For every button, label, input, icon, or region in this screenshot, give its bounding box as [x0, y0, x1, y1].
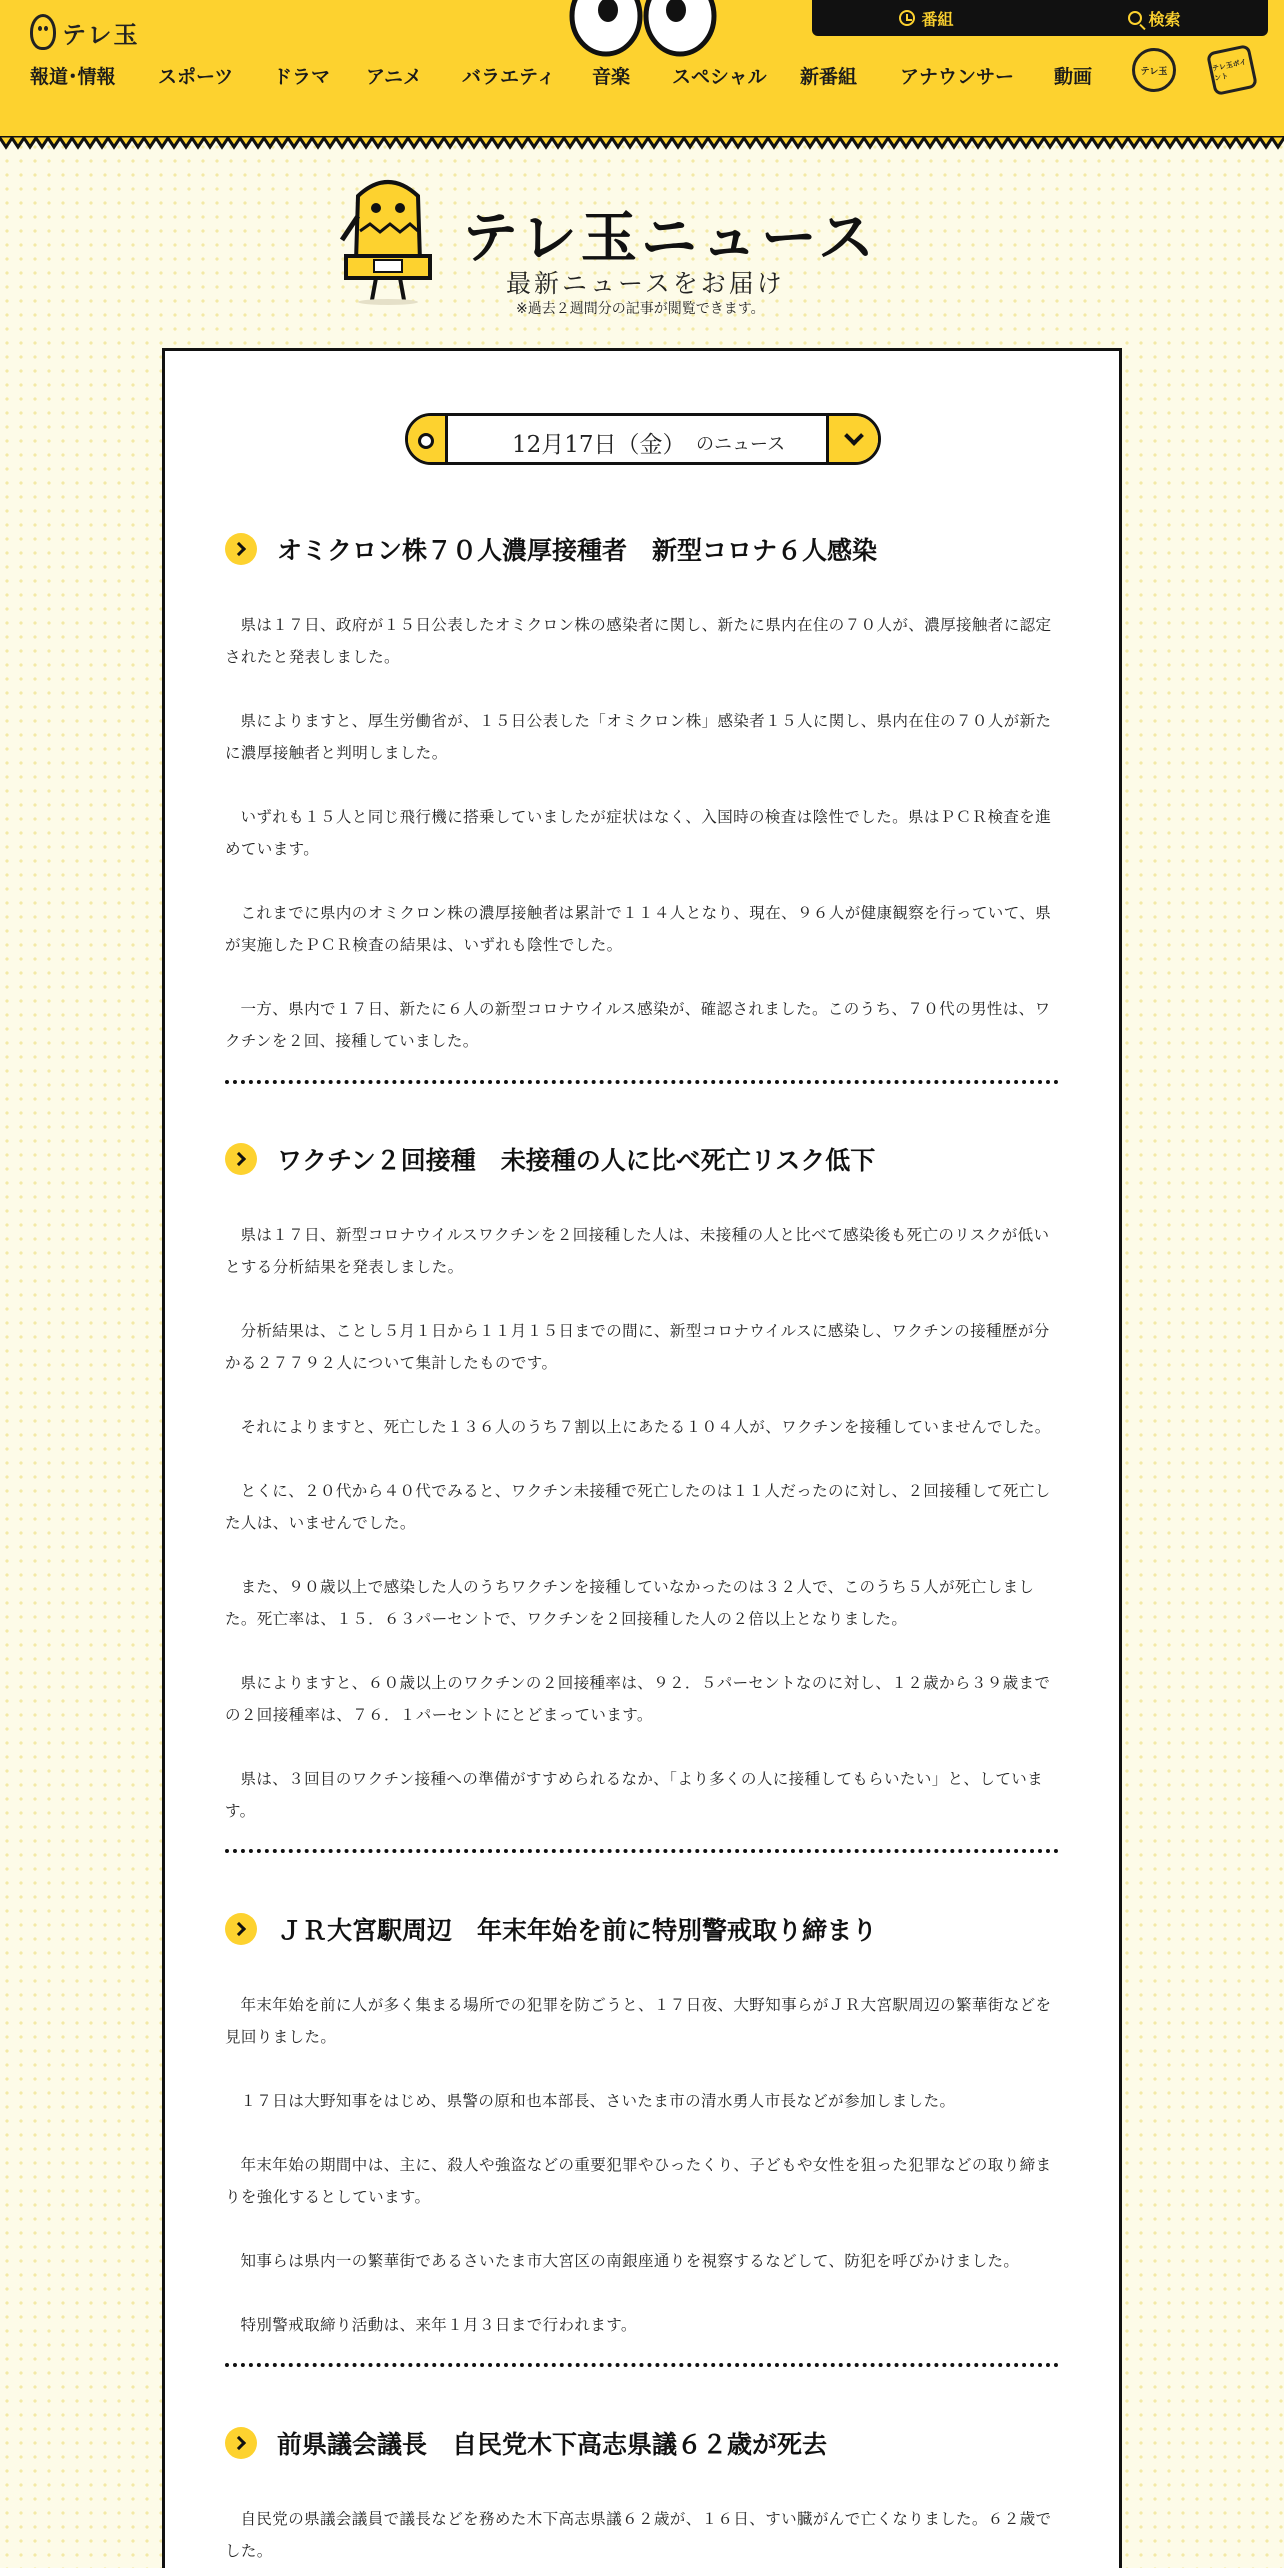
teletama-app-label: テレ玉: [1140, 66, 1168, 77]
article-title[interactable]: ワクチン２回接種 未接種の人に比べ死亡リスク低下: [277, 1146, 876, 1175]
article-body: [225, 2503, 1059, 2567]
article-paragraph: これまでに県内のオミクロン株の濃厚接触者は累計で１１４人となり、現在、９６人が健康観察を行っていて、県が実施したＰＣＲ検査の結果は、いずれも陰性でした。: [225, 904, 1052, 954]
article-title[interactable]: ＪＲ大宮駅周辺 年末年始を前に特別警戒取り締まり: [277, 1916, 878, 1945]
article-header[interactable]: [225, 1909, 1059, 1949]
article-header[interactable]: [225, 1139, 1059, 1179]
article-paragraph: 年末年始の期間中は、主に、殺人や強盗などの重要犯罪やひったくり、子どもや女性を狙った犯罪などの取り締まりを強化するとしています。: [225, 2156, 1052, 2206]
nav-sports[interactable]: スポーツ: [158, 66, 234, 88]
news-article: [225, 2423, 1059, 2568]
article-divider: [225, 1080, 1059, 1084]
article-body: [225, 1989, 1059, 2341]
point-app-label: テレ玉ポイント: [1211, 57, 1248, 83]
article-paragraph: 県は１７日、政府が１５日公表したオミクロン株の感染者に関し、新たに県内在住の７０人が、濃厚接触者に認定されたと発表しました。: [225, 616, 1052, 666]
point-app-icon[interactable]: [1206, 44, 1258, 96]
article-header[interactable]: [225, 529, 1059, 569]
nav-announcer[interactable]: アナウンサー: [900, 66, 1015, 88]
teletama-app-icon[interactable]: [1132, 48, 1176, 92]
utility-bar: [812, 0, 1268, 36]
clock-icon: [899, 10, 915, 26]
arrow-right-icon: [225, 1913, 257, 1945]
article-paragraph: 知事らは県内一の繁華街であるさいたま市大宮区の南銀座通りを視察するなどして、防犯を呼びかけました。: [240, 2252, 1020, 2270]
article-divider: [225, 2363, 1059, 2367]
arrow-right-icon: [225, 2427, 257, 2459]
article-paragraph: いずれも１５人と同じ飛行機に搭乗していましたが症状はなく、入国時の検査は陰性でした。県はＰＣＲ検査を進めています。: [225, 808, 1052, 858]
page-title: テレ玉ニュース: [462, 206, 879, 271]
article-paragraph: 県は、３回目のワクチン接種への準備がすすめられるなか、「より多くの人に接種してもらいたい」と、しています。: [225, 1770, 1044, 1820]
logo-text: テレ玉: [62, 20, 140, 49]
search-icon: [1128, 11, 1142, 25]
article-paragraph: とくに、２０代から４０代でみると、ワクチン未接種で死亡したのは１１人だったのに対し、２回接種して死亡した人は、いませんでした。: [225, 1482, 1051, 1532]
pill-decoration-icon: [408, 416, 448, 462]
search-link[interactable]: [1128, 7, 1180, 30]
nav-variety[interactable]: バラエティ: [462, 66, 556, 88]
nav-video[interactable]: 動画: [1054, 66, 1093, 88]
news-card: [162, 348, 1122, 2568]
article-paragraph: 年末年始を前に人が多く集まる場所での犯罪を防ごうと、１７日夜、大野知事らがＪＲ大宮駅周辺の繁華街などを見回りました。: [225, 1996, 1052, 2046]
news-article: [225, 1139, 1059, 1859]
header-zigzag-edge: [0, 136, 1284, 150]
article-paragraph: １７日は大野知事をはじめ、県警の原和也本部長、さいたま市の清水勇人市長などが参加しました。: [240, 2092, 956, 2110]
news-article: [225, 1909, 1059, 2373]
mascot-logo-icon: [30, 14, 56, 50]
nav-drama[interactable]: ドラマ: [273, 66, 331, 88]
chevron-down-icon: [844, 426, 864, 446]
article-header[interactable]: [225, 2423, 1059, 2463]
site-header: [0, 0, 1284, 140]
article-paragraph: 分析結果は、ことし５月１日から１１月１５日までの間に、新型コロナウイルスに感染し、ワクチンの接種歴が分かる２７７９２人について集計したものです。: [225, 1322, 1050, 1372]
date-suffix: のニュース: [696, 434, 786, 455]
article-body: [225, 1219, 1059, 1827]
news-article: [225, 529, 1059, 1089]
schedule-label: 番組: [921, 9, 954, 29]
nav-special[interactable]: スペシャル: [672, 66, 767, 88]
article-paragraph: それによりますと、死亡した１３６人のうち７割以上にあたる１０４人が、ワクチンを接種していませんでした。: [240, 1418, 1051, 1436]
date-selector[interactable]: [405, 413, 881, 465]
date-dropdown-button[interactable]: [826, 416, 878, 462]
nav-anime[interactable]: アニメ: [366, 66, 423, 88]
article-title[interactable]: 前県議会議長 自民党木下高志県議６２歳が死去: [277, 2430, 828, 2459]
mascot-reporter-icon: [338, 176, 438, 306]
mascot-eyes-icon: [568, 0, 718, 58]
arrow-right-icon: [225, 533, 257, 565]
article-title[interactable]: オミクロン株７０人濃厚接種者 新型コロナ６人感染: [277, 536, 878, 565]
site-logo[interactable]: [30, 14, 140, 50]
nav-new-programs[interactable]: 新番組: [800, 66, 858, 88]
nav-news[interactable]: 報道･情報: [30, 66, 116, 88]
page-note: ※過去２週間分の記事が閲覧できます。: [516, 301, 765, 317]
article-body: [225, 609, 1059, 1057]
arrow-right-icon: [225, 1143, 257, 1175]
article-paragraph: 自民党の県議会議員で議長などを務めた木下高志県議６２歳が、１６日、すい臓がんで亡くなりました。６２歳でした。: [225, 2510, 1052, 2560]
nav-music[interactable]: 音楽: [592, 66, 631, 88]
search-label: 検索: [1148, 9, 1181, 29]
article-paragraph: 県は１７日、新型コロナウイルスワクチンを２回接種した人は、未接種の人と比べて感染後も死亡のリスクが低いとする分析結果を発表しました。: [225, 1226, 1050, 1276]
article-paragraph: また、９０歳以上で感染した人のうちワクチンを接種していなかったのは３２人で、このうち５人が死亡しました。死亡率は、１５．６３パーセントで、ワクチンを２回接種した人の２倍以上となりました。: [225, 1578, 1035, 1628]
page-subtitle: 最新ニュースをお届け: [506, 269, 785, 298]
article-paragraph: 特別警戒取締り活動は、来年１月３日まで行われます。: [240, 2316, 637, 2334]
article-paragraph: 県によりますと、厚生労働省が、１５日公表した「オミクロン株」感染者１５人に関し、県内在住の７０人が新たに濃厚接触者と判明しました。: [225, 712, 1052, 762]
schedule-link[interactable]: [899, 7, 953, 30]
article-divider: [225, 1849, 1059, 1853]
article-paragraph: 県によりますと、６０歳以上のワクチンの２回接種率は、９２．５パーセントなのに対し、１２歳から３９歳までの２回接種率は、７６．１パーセントにとどまっています。: [225, 1674, 1051, 1724]
selected-date: 12月17日（金）: [512, 432, 686, 458]
article-paragraph: 一方、県内で１７日、新たに６人の新型コロナウイルス感染が、確認されました。このうち、７０代の男性は、ワクチンを２回、接種していました。: [225, 1000, 1051, 1050]
